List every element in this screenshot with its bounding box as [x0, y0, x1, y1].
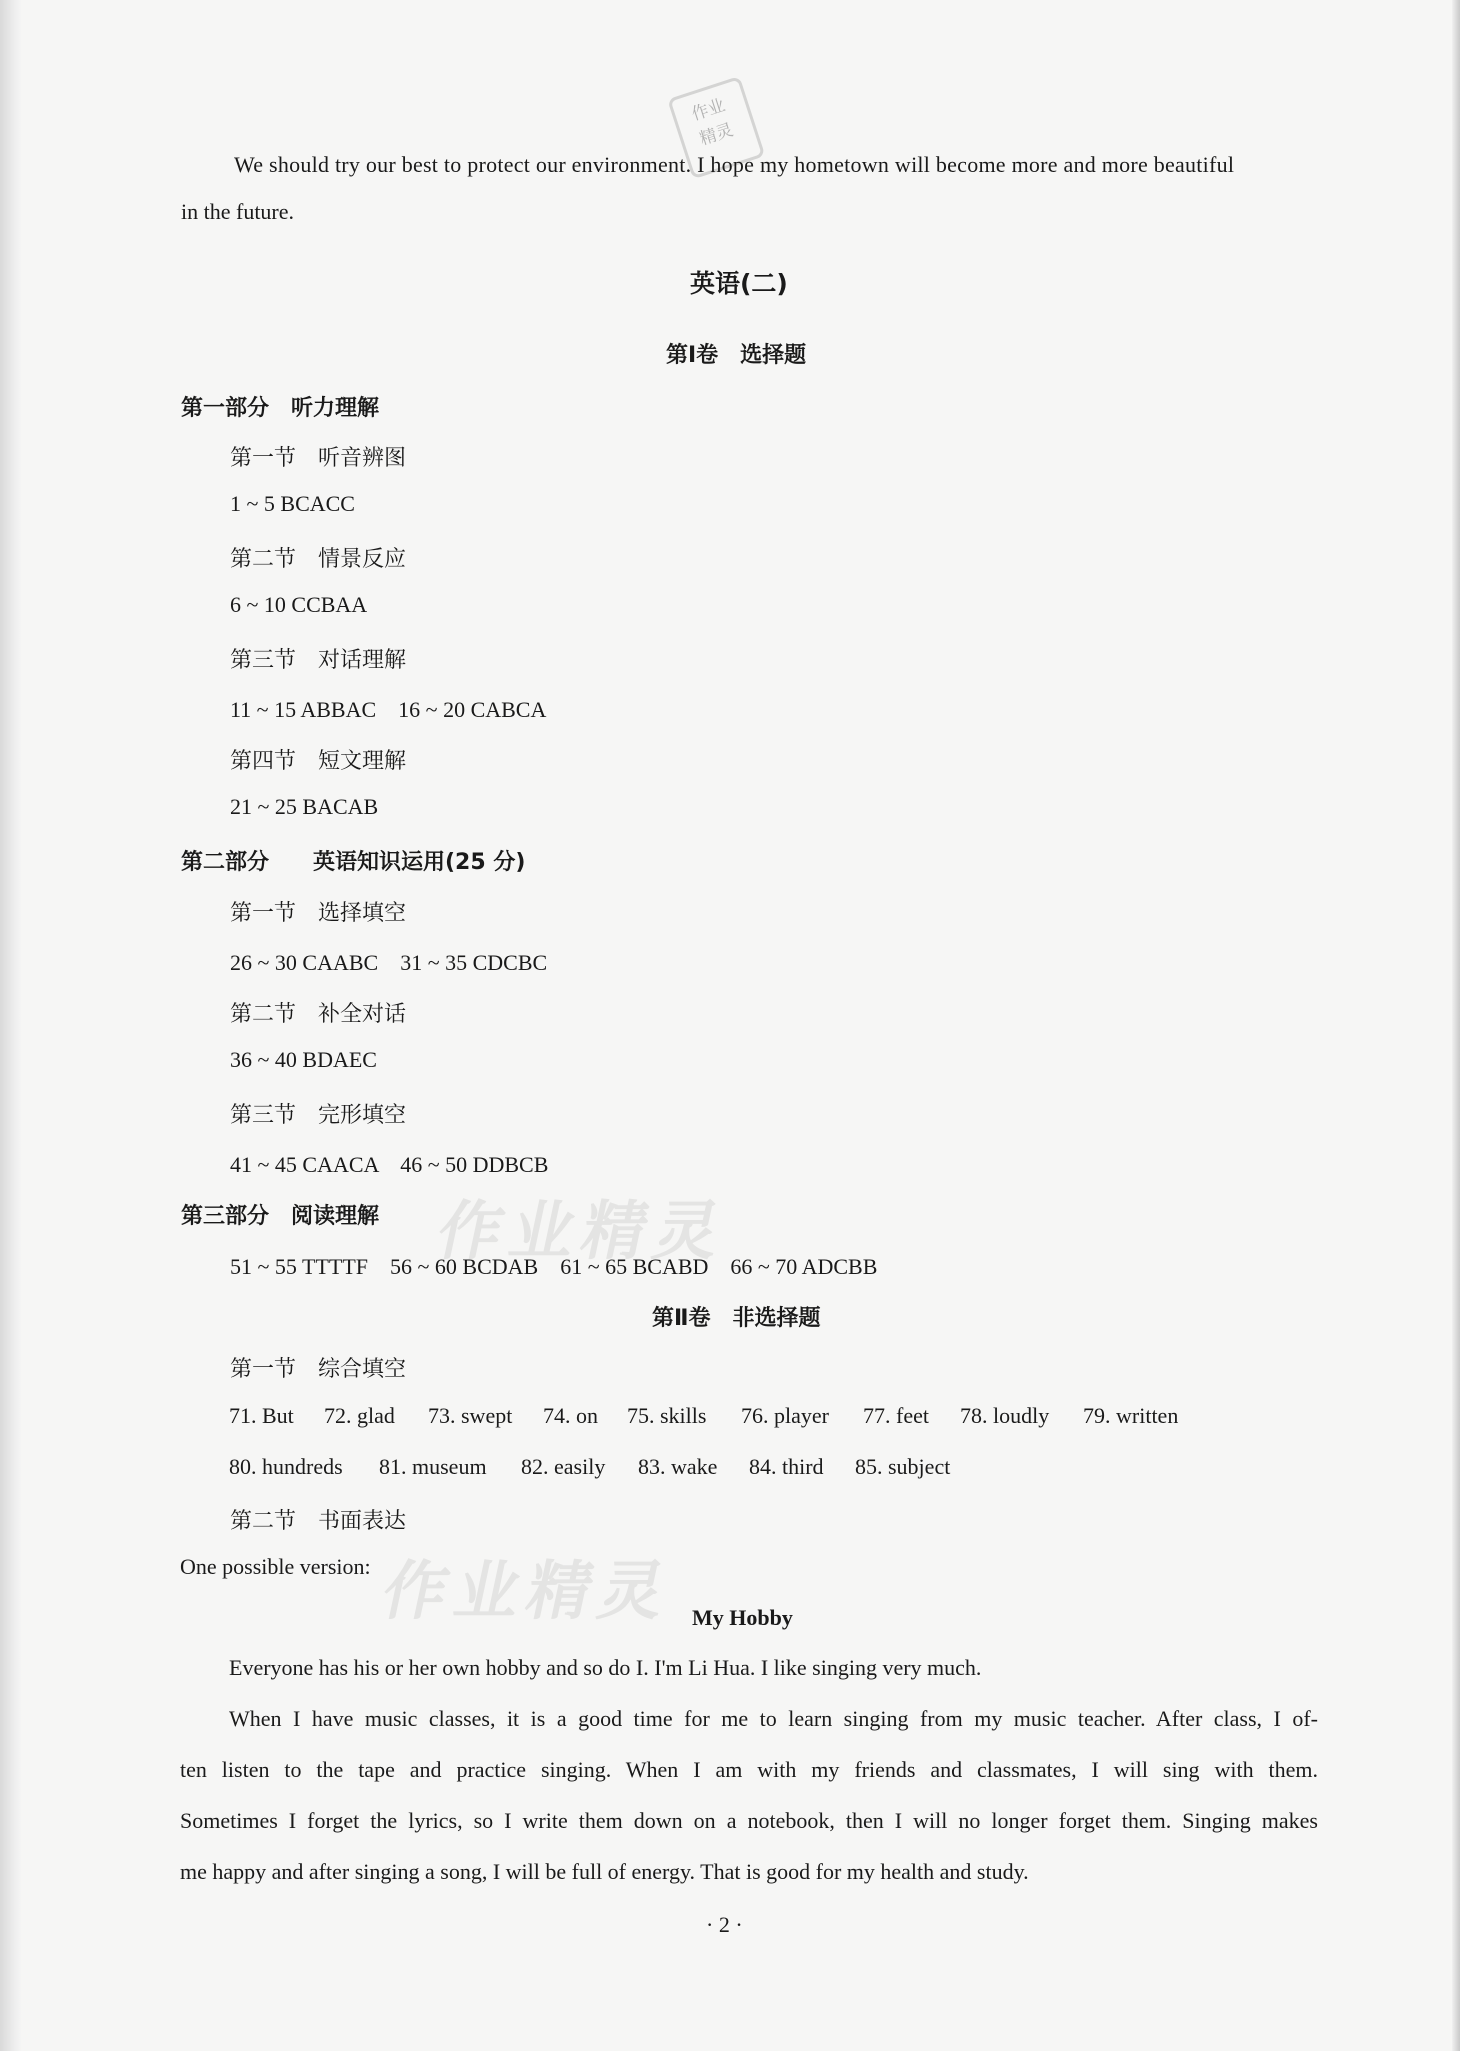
part3-answers: 51 ~ 55 TTTTF 56 ~ 60 BCDAB 61 ~ 65 BCABD 66 ~ 70 ADCBB — [230, 1254, 878, 1279]
volume2-section2: 第二节 书面表达 — [230, 1509, 407, 1534]
fill-answer: 84. third — [749, 1454, 824, 1479]
part2-answers2: 36 ~ 40 BDAEC — [230, 1047, 377, 1072]
page-number: · 2 · — [706, 1912, 743, 1937]
part2-title: 第二部分 英语知识运用(25 分) — [181, 850, 526, 875]
watermark-text: 作业精灵 — [430, 1195, 735, 1269]
volume2-heading: 第Ⅱ卷 非选择题 — [652, 1306, 821, 1331]
fill-answer: 73. swept — [428, 1403, 513, 1428]
volume2-section1: 第一节 综合填空 — [230, 1357, 407, 1382]
part1-answers3: 11 ~ 15 ABBAC 16 ~ 20 CABCA — [230, 697, 547, 722]
fill-answer: 72. glad — [324, 1403, 395, 1428]
fill-answer: 81. museum — [379, 1454, 487, 1479]
part2-answers3: 41 ~ 45 CAACA 46 ~ 50 DDBCB — [230, 1152, 549, 1177]
part1-answers4: 21 ~ 25 BACAB — [230, 794, 379, 819]
fill-answer: 74. on — [543, 1403, 598, 1428]
scan-edge-right — [1452, 0, 1460, 2051]
stamp-line1: 作业 — [689, 95, 728, 125]
part1-section1: 第一节 听音辨图 — [230, 446, 407, 471]
volume1-heading: 第Ⅰ卷 选择题 — [666, 343, 807, 368]
part2-section2: 第二节 补全对话 — [230, 1002, 407, 1027]
part2-answers1: 26 ~ 30 CAABC 31 ~ 35 CDCBC — [230, 950, 548, 975]
essay-line: ten listen to the tape and practice singing. When I am with my friends and classmates, I will sing with them. — [180, 1757, 1318, 1782]
part1-section2: 第二节 情景反应 — [230, 547, 407, 572]
part1-section3: 第三节 对话理解 — [230, 648, 407, 673]
intro-line-1: We should try our best to protect our environment. I hope my hometown will become more and more beautiful — [234, 152, 1235, 177]
fill-answer: 80. hundreds — [229, 1454, 343, 1479]
fill-answer: 79. written — [1083, 1403, 1179, 1428]
scan-edge-left — [0, 0, 22, 2051]
page-title: 英语(二) — [690, 269, 788, 298]
fill-answer: 83. wake — [638, 1454, 718, 1479]
essay-line: When I have music classes, it is a good time for me to learn singing from my music teacher. After class, I of- — [229, 1706, 1318, 1731]
essay-title: My Hobby — [692, 1605, 793, 1630]
fill-answer: 71. But — [229, 1403, 294, 1428]
essay-line: Sometimes I forget the lyrics, so I write them down on a notebook, then I will no longer forget them. Singing makes — [180, 1808, 1318, 1833]
fill-answer: 76. player — [741, 1403, 829, 1428]
fill-answer: 85. subject — [855, 1454, 951, 1479]
fill-answer: 78. loudly — [960, 1403, 1050, 1428]
version-label: One possible version: — [180, 1554, 371, 1579]
fill-answer: 75. skills — [627, 1403, 707, 1428]
part1-answers2: 6 ~ 10 CCBAA — [230, 592, 368, 617]
fill-answer: 82. easily — [521, 1454, 606, 1479]
essay-paragraph-2 — [180, 1693, 1318, 1897]
part2-section3: 第三节 完形填空 — [230, 1103, 407, 1128]
part3-title: 第三部分 阅读理解 — [181, 1204, 380, 1229]
part2-section1: 第一节 选择填空 — [230, 901, 407, 926]
intro-line-2: in the future. — [181, 199, 295, 224]
stamp-line2: 精灵 — [697, 120, 736, 150]
essay-paragraph-1: Everyone has his or her own hobby and so do I. I'm Li Hua. I like singing very much. — [229, 1655, 982, 1680]
essay-line: me happy and after singing a song, I will be full of energy. That is good for my health and study. — [180, 1859, 1029, 1884]
watermark-text: 作业精灵 — [375, 1555, 680, 1629]
part1-section4: 第四节 短文理解 — [230, 749, 407, 774]
part1-title: 第一部分 听力理解 — [181, 396, 380, 421]
fill-answer: 77. feet — [863, 1403, 929, 1428]
part1-answers1: 1 ~ 5 BCACC — [230, 491, 355, 516]
